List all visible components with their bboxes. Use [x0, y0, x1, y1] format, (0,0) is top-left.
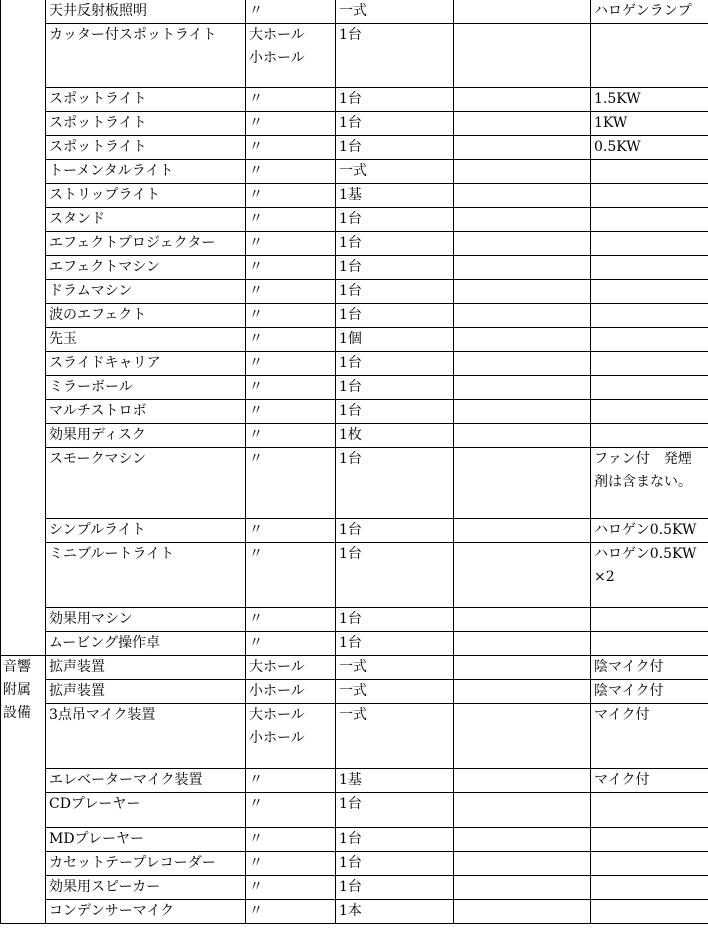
- quantity-cell: 一式: [336, 160, 454, 184]
- note-cell: [591, 632, 708, 656]
- location-cell: 〃: [246, 900, 336, 924]
- quantity-cell: 1台: [336, 352, 454, 376]
- table-row: [1, 304, 708, 328]
- note-cell: 1.5KW: [591, 88, 708, 112]
- note-cell: 陰マイク付: [591, 680, 708, 704]
- location-cell: 〃: [246, 352, 336, 376]
- blank-cell: [454, 136, 591, 160]
- item-name-cell: マルチストロボ: [46, 400, 246, 424]
- location-cell: 〃: [246, 876, 336, 900]
- item-name-cell: MDプレーヤー: [46, 828, 246, 852]
- item-name-cell: ドラムマシン: [46, 280, 246, 304]
- table-row: [1, 88, 708, 112]
- note-cell: マイク付: [591, 769, 708, 793]
- note-cell: [591, 424, 708, 448]
- blank-cell: [454, 519, 591, 543]
- blank-cell: [454, 793, 591, 828]
- item-name-cell: 効果用スピーカー: [46, 876, 246, 900]
- table-row: [1, 208, 708, 232]
- location-cell: 〃: [246, 543, 336, 608]
- quantity-cell: 1本: [336, 900, 454, 924]
- quantity-cell: 1台: [336, 400, 454, 424]
- table-row: [1, 793, 708, 828]
- note-cell: ハロゲンランプ: [591, 0, 708, 24]
- blank-cell: [454, 852, 591, 876]
- note-cell: [591, 900, 708, 924]
- blank-cell: [454, 900, 591, 924]
- item-name-cell: スライドキャリア: [46, 352, 246, 376]
- location-cell: 〃: [246, 304, 336, 328]
- location-cell: 〃: [246, 400, 336, 424]
- blank-cell: [454, 608, 591, 632]
- table-row: [1, 876, 708, 900]
- location-cell: 〃: [246, 208, 336, 232]
- item-name-cell: シンプルライト: [46, 519, 246, 543]
- item-name-cell: スポットライト: [46, 112, 246, 136]
- location-cell: 〃: [246, 608, 336, 632]
- location-cell: 〃: [246, 280, 336, 304]
- quantity-cell: 1枚: [336, 424, 454, 448]
- item-name-cell: 拡声装置: [46, 656, 246, 680]
- note-cell: 1KW: [591, 112, 708, 136]
- location-cell: 大ホール 小ホール: [246, 24, 336, 88]
- note-cell: [591, 24, 708, 88]
- item-name-cell: ミニブルートライト: [46, 543, 246, 608]
- note-cell: [591, 876, 708, 900]
- note-cell: [591, 184, 708, 208]
- table-row: [1, 352, 708, 376]
- item-name-cell: 効果用ディスク: [46, 424, 246, 448]
- location-cell: 小ホール: [246, 680, 336, 704]
- quantity-cell: 1個: [336, 328, 454, 352]
- note-cell: ハロゲン0.5KW×2: [591, 543, 708, 608]
- location-cell: 大ホール 小ホール: [246, 704, 336, 769]
- note-cell: [591, 793, 708, 828]
- table-row: [1, 680, 708, 704]
- table-row: [1, 448, 708, 519]
- item-name-cell: 天井反射板照明: [46, 0, 246, 24]
- quantity-cell: 1台: [336, 543, 454, 608]
- table-row: [1, 828, 708, 852]
- blank-cell: [454, 0, 591, 24]
- blank-cell: [454, 304, 591, 328]
- table-row: [1, 184, 708, 208]
- quantity-cell: 1台: [336, 112, 454, 136]
- location-cell: 〃: [246, 519, 336, 543]
- table-row: [1, 0, 708, 24]
- location-cell: 〃: [246, 632, 336, 656]
- table-row: [1, 543, 708, 608]
- location-cell: 〃: [246, 328, 336, 352]
- quantity-cell: 一式: [336, 0, 454, 24]
- table-row: [1, 256, 708, 280]
- note-cell: [591, 304, 708, 328]
- table-row: [1, 136, 708, 160]
- location-cell: 〃: [246, 184, 336, 208]
- item-name-cell: CDプレーヤー: [46, 793, 246, 828]
- table-row: [1, 632, 708, 656]
- table-row: [1, 704, 708, 769]
- location-cell: 〃: [246, 0, 336, 24]
- item-name-cell: 先玉: [46, 328, 246, 352]
- item-name-cell: コンデンサーマイク: [46, 900, 246, 924]
- note-cell: 0.5KW: [591, 136, 708, 160]
- table-row: [1, 608, 708, 632]
- blank-cell: [454, 112, 591, 136]
- quantity-cell: 1台: [336, 828, 454, 852]
- blank-cell: [454, 352, 591, 376]
- item-name-cell: エフェクトプロジェクター: [46, 232, 246, 256]
- location-cell: 〃: [246, 793, 336, 828]
- quantity-cell: 1台: [336, 304, 454, 328]
- note-cell: [591, 160, 708, 184]
- quantity-cell: 1台: [336, 280, 454, 304]
- table-row: [1, 519, 708, 543]
- table-row: [1, 424, 708, 448]
- item-name-cell: スポットライト: [46, 88, 246, 112]
- note-cell: [591, 328, 708, 352]
- category-cell: [1, 0, 46, 656]
- location-cell: 〃: [246, 232, 336, 256]
- location-cell: 〃: [246, 256, 336, 280]
- category-label: 音響附属設備: [3, 659, 31, 721]
- blank-cell: [454, 704, 591, 769]
- quantity-cell: 1台: [336, 232, 454, 256]
- note-cell: [591, 400, 708, 424]
- item-name-cell: カセットテープレコーダー: [46, 852, 246, 876]
- table-row: [1, 328, 708, 352]
- item-name-cell: スポットライト: [46, 136, 246, 160]
- table-row: [1, 852, 708, 876]
- location-cell: 〃: [246, 376, 336, 400]
- location-cell: 〃: [246, 424, 336, 448]
- blank-cell: [454, 24, 591, 88]
- item-name-cell: エレベーターマイク装置: [46, 769, 246, 793]
- quantity-cell: 1台: [336, 632, 454, 656]
- table-row: [1, 24, 708, 88]
- item-name-cell: 効果用マシン: [46, 608, 246, 632]
- note-cell: [591, 232, 708, 256]
- blank-cell: [454, 280, 591, 304]
- location-cell: 〃: [246, 112, 336, 136]
- quantity-cell: 1台: [336, 376, 454, 400]
- quantity-cell: 1台: [336, 793, 454, 828]
- quantity-cell: 1台: [336, 136, 454, 160]
- blank-cell: [454, 828, 591, 852]
- quantity-cell: 1台: [336, 24, 454, 88]
- table-row: [1, 400, 708, 424]
- quantity-cell: 1台: [336, 256, 454, 280]
- equipment-table-body: [1, 0, 708, 924]
- item-name-cell: カッター付スポットライト: [46, 24, 246, 88]
- quantity-cell: 1基: [336, 184, 454, 208]
- blank-cell: [454, 160, 591, 184]
- quantity-cell: 一式: [336, 704, 454, 769]
- location-cell: 〃: [246, 88, 336, 112]
- blank-cell: [454, 632, 591, 656]
- quantity-cell: 1台: [336, 448, 454, 519]
- location-cell: 大ホール: [246, 656, 336, 680]
- table-row: [1, 656, 708, 680]
- note-cell: マイク付: [591, 704, 708, 769]
- quantity-cell: 1台: [336, 876, 454, 900]
- quantity-cell: 1基: [336, 769, 454, 793]
- blank-cell: [454, 184, 591, 208]
- note-cell: [591, 256, 708, 280]
- item-name-cell: エフェクトマシン: [46, 256, 246, 280]
- blank-cell: [454, 256, 591, 280]
- location-cell: 〃: [246, 160, 336, 184]
- blank-cell: [454, 208, 591, 232]
- blank-cell: [454, 448, 591, 519]
- quantity-cell: 1台: [336, 519, 454, 543]
- blank-cell: [454, 424, 591, 448]
- table-row: [1, 376, 708, 400]
- blank-cell: [454, 328, 591, 352]
- blank-cell: [454, 876, 591, 900]
- location-cell: 〃: [246, 828, 336, 852]
- note-cell: [591, 828, 708, 852]
- note-cell: ファン付 発煙剤は含まない。: [591, 448, 708, 519]
- item-name-cell: ミラーボール: [46, 376, 246, 400]
- blank-cell: [454, 232, 591, 256]
- item-name-cell: 波のエフェクト: [46, 304, 246, 328]
- item-name-cell: スタンド: [46, 208, 246, 232]
- location-cell: 〃: [246, 136, 336, 160]
- note-cell: [591, 608, 708, 632]
- quantity-cell: 一式: [336, 680, 454, 704]
- blank-cell: [454, 376, 591, 400]
- blank-cell: [454, 656, 591, 680]
- quantity-cell: 1台: [336, 88, 454, 112]
- table-row: [1, 112, 708, 136]
- quantity-cell: 一式: [336, 656, 454, 680]
- item-name-cell: ストリップライト: [46, 184, 246, 208]
- blank-cell: [454, 543, 591, 608]
- location-cell: 〃: [246, 852, 336, 876]
- blank-cell: [454, 88, 591, 112]
- quantity-cell: 1台: [336, 608, 454, 632]
- table-row: [1, 232, 708, 256]
- item-name-cell: 拡声装置: [46, 680, 246, 704]
- note-cell: [591, 280, 708, 304]
- item-name-cell: 3点吊マイク装置: [46, 704, 246, 769]
- table-row: [1, 900, 708, 924]
- category-cell: [1, 656, 46, 924]
- location-cell: 〃: [246, 448, 336, 519]
- item-name-cell: トーメンタルライト: [46, 160, 246, 184]
- blank-cell: [454, 400, 591, 424]
- note-cell: 陰マイク付: [591, 656, 708, 680]
- blank-cell: [454, 769, 591, 793]
- quantity-cell: 1台: [336, 852, 454, 876]
- note-cell: [591, 352, 708, 376]
- note-cell: [591, 852, 708, 876]
- item-name-cell: ムービング操作卓: [46, 632, 246, 656]
- note-cell: ハロゲン0.5KW: [591, 519, 708, 543]
- quantity-cell: 1台: [336, 208, 454, 232]
- location-cell: 〃: [246, 769, 336, 793]
- table-row: [1, 160, 708, 184]
- note-cell: [591, 376, 708, 400]
- blank-cell: [454, 680, 591, 704]
- note-cell: [591, 208, 708, 232]
- item-name-cell: スモークマシン: [46, 448, 246, 519]
- table-row: [1, 280, 708, 304]
- table-row: [1, 769, 708, 793]
